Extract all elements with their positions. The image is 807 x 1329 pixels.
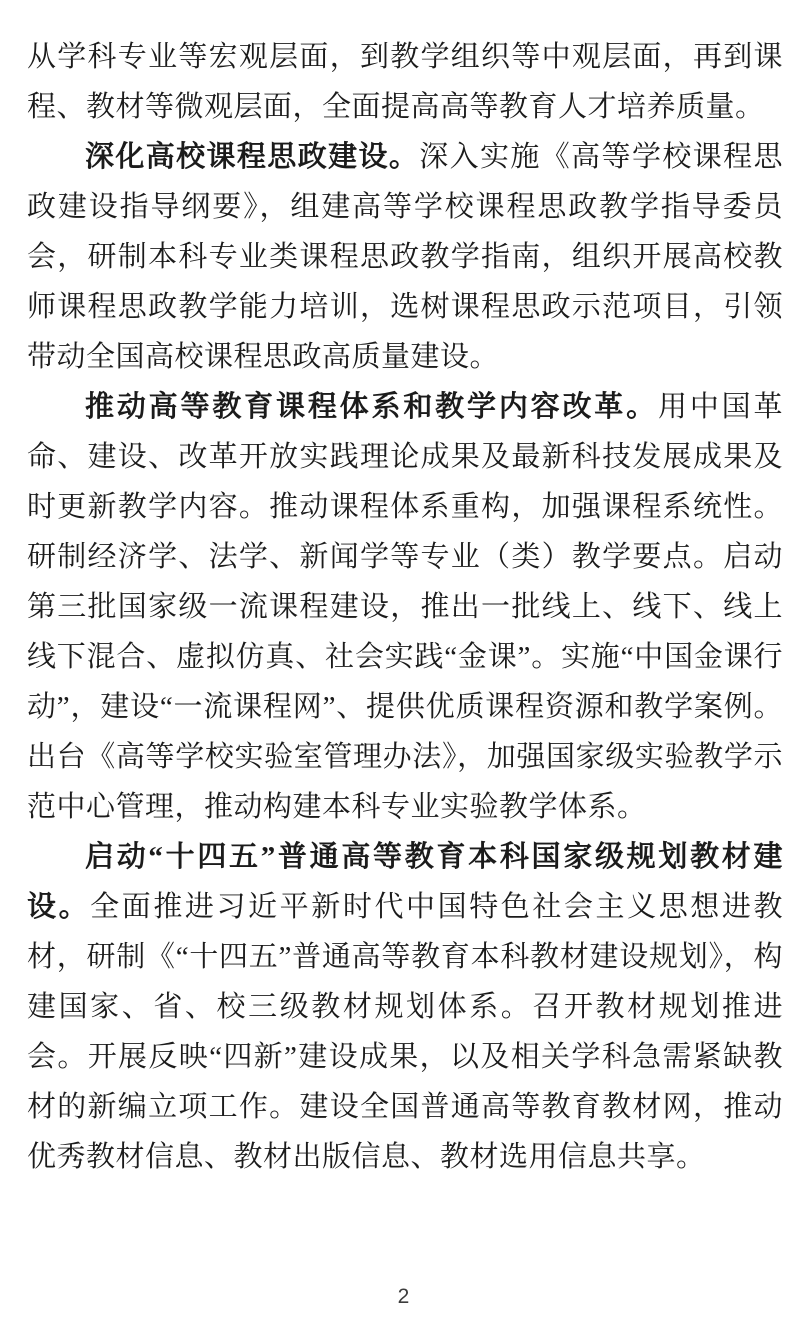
document-body [27, 32, 783, 1182]
paragraph-textbook-plan-heading: 启动“十四五”普通高等教育本科国家级规划教材建设。 [27, 841, 783, 923]
paragraph-curriculum-reform-text: 用中国革命、建设、改革开放实践理论成果及最新科技发展成果及时更新教学内容。推动课程体系重构，加强课程系统性。研制经济学、法学、新闻学等专业（类）教学要点。启动第三批国家级一流课程建设，推出一批线上、线下、线上线下混合、虚拟仿真、社会实践“金课”。实施“中国金课行动”，建设“一流课程网”、提供优质课程资源和教学案例。出台《高等学校实验室管理办法》，加强国家级实验教学示范中心管理，推动构建本科专业实验教学体系。 [27, 391, 783, 823]
paragraph-curriculum-reform-heading: 推动高等教育课程体系和教学内容改革。 [85, 391, 658, 423]
paragraph-textbook-plan-text: 全面推进习近平新时代中国特色社会主义思想进教材，研制《“十四五”普通高等教育本科教材建设规划》，构建国家、省、校三级教材规划体系。召开教材规划推进会。开展反映“四新”建设成果，以及相关学科急需紧缺教材的新编立项工作。建设全国普通高等教育教材网，推动优秀教材信息、教材出版信息、教材选用信息共享。 [27, 891, 783, 1173]
paragraph-continuation [27, 32, 783, 132]
paragraph-continuation-text: 从学科专业等宏观层面，到教学组织等中观层面，再到课程、教材等微观层面，全面提高高等教育人才培养质量。 [27, 41, 783, 123]
paragraph-course-ideology-heading: 深化高校课程思政建设。 [85, 141, 420, 173]
paragraph-textbook-plan [27, 832, 783, 1182]
paragraph-course-ideology-text: 深入实施《高等学校课程思政建设指导纲要》，组建高等学校课程思政教学指导委员会，研制本科专业类课程思政教学指南，组织开展高校教师课程思政教学能力培训，选树课程思政示范项目，引领带动全国高校课程思政高质量建设。 [27, 141, 783, 373]
paragraph-curriculum-reform [27, 382, 783, 832]
paragraph-course-ideology [27, 132, 783, 382]
page-number: 2 [397, 1285, 410, 1308]
